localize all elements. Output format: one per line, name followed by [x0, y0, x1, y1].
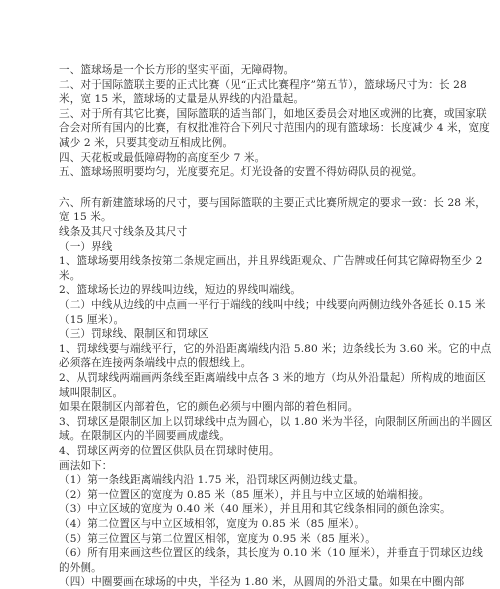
paragraph-line: 一、篮球场是一个长方形的坚实平面，无障碍物。	[59, 64, 295, 76]
paragraph-line: 五、篮球场照明要均匀，光度要充足。灯光设备的安置不得妨碍队员的视觉。	[59, 166, 423, 179]
paragraph-line: 宽 15 米。	[59, 211, 112, 224]
paragraph-line: 4、罚球区两旁的位置区供队员在罚球时使用。	[59, 445, 280, 457]
paragraph-line: 米。	[59, 269, 81, 282]
list-item: 的外侧。	[59, 561, 102, 574]
list-item: （3）中立区域的宽度为 0.40 米（40 厘米），并且用和其它线条相同的颜色涂实。	[59, 503, 451, 516]
section-heading: 线条及其尺寸线条及其尺寸	[59, 226, 188, 238]
paragraph-line: 域。在限制区内的半圆要画成虚线。	[59, 430, 231, 443]
list-item: （2）第一位置区的宽度为 0.85 米（85 厘米），并且与中立区域的始端相接。	[59, 488, 430, 501]
paragraph-line: 减少 2 米，只要其变动互相成比例。	[59, 137, 234, 149]
list-item: （1）第一条线距离端线内沿 1.75 米，沿罚球区两侧边线丈量。	[59, 474, 365, 487]
paragraph-line: 合会对所有国内的比赛，有权批准符合下列尺寸范围内的现有篮球场：长度减少 4 米，宽度	[59, 122, 490, 135]
paragraph-line: 六、所有新建篮球场的尺寸，要与国际篮联的主要正式比赛所规定的要求一致：长 28 米，	[59, 196, 486, 209]
paragraph-line: （15 厘米）。	[59, 313, 125, 326]
paragraph-line: 二、对于国际篮联主要的正式比赛（见“正式比赛程序”第五节），篮球场尺寸为：长 28	[59, 78, 467, 91]
list-item: （5）第三位置区与第二位置区相邻，宽度为 0.95 米（85 厘米）。	[59, 532, 376, 545]
subheading-boundary-lines: （一）界线	[59, 240, 113, 253]
paragraph-line: 三、对于所有其它比赛，国际篮联的适当部门，如地区委员会对地区或洲的比赛，或国家联	[59, 107, 487, 120]
subheading-center-circle: （四）中圈要画在球场的中央，半径为 1.80 米，从圆周的外沿丈量。如果在中圈内部	[59, 576, 465, 589]
paragraph-line: 域叫限制区。	[59, 386, 124, 399]
paragraph-line: 2、从罚球线两端画两条线至距离端线中点各 3 米的地方（均从外沿量起）所构成的地面区	[59, 372, 486, 384]
list-item: （6）所有用来画这些位置区的线条，其长度为 0.10 米（10 厘米），并垂直于罚球区边线	[59, 547, 483, 560]
paragraph-line: 必须落在连接两条端线中点的假想线上。	[59, 357, 252, 370]
paragraph-line: 3、罚球区是限制区加上以罚球线中点为圆心，以 1.80 米为半径，向限制区所画出的半圆区	[59, 415, 493, 428]
paragraph-line: （二）中线从边线的中点画一平行于端线的线叫中线；中线要向两侧边线外各延长 0.15 米	[59, 299, 486, 311]
subheading-free-throw: （三）罚球线、限制区和罚球区	[59, 328, 209, 341]
paragraph-line: 1、篮球场要用线条按第二条规定画出，并且界线距观众、广告牌或任何其它障碍物至少 2	[59, 255, 483, 268]
paragraph-line: 画法如下：	[59, 459, 113, 472]
list-item: （4）第二位置区与中立区域相邻，宽度为 0.85 米（85 厘米）。	[59, 518, 366, 530]
paragraph-line: 米，宽 15 米，篮球场的丈量是从界线的内沿量起。	[59, 93, 305, 106]
paragraph-line: 四、天花板或最低障碍物的高度至少 7 米。	[59, 151, 266, 164]
paragraph-line: 如果在限制区内部着色，它的颜色必须与中圈内部的着色相同。	[59, 401, 359, 414]
paragraph-line: 2、篮球场长边的界线叫边线，短边的界线叫端线。	[59, 284, 302, 297]
paragraph-line: 1、罚球线要与端线平行，它的外沿距离端线内沿 5.80 米；边条线长为 3.60 米。它的中点	[59, 342, 492, 355]
